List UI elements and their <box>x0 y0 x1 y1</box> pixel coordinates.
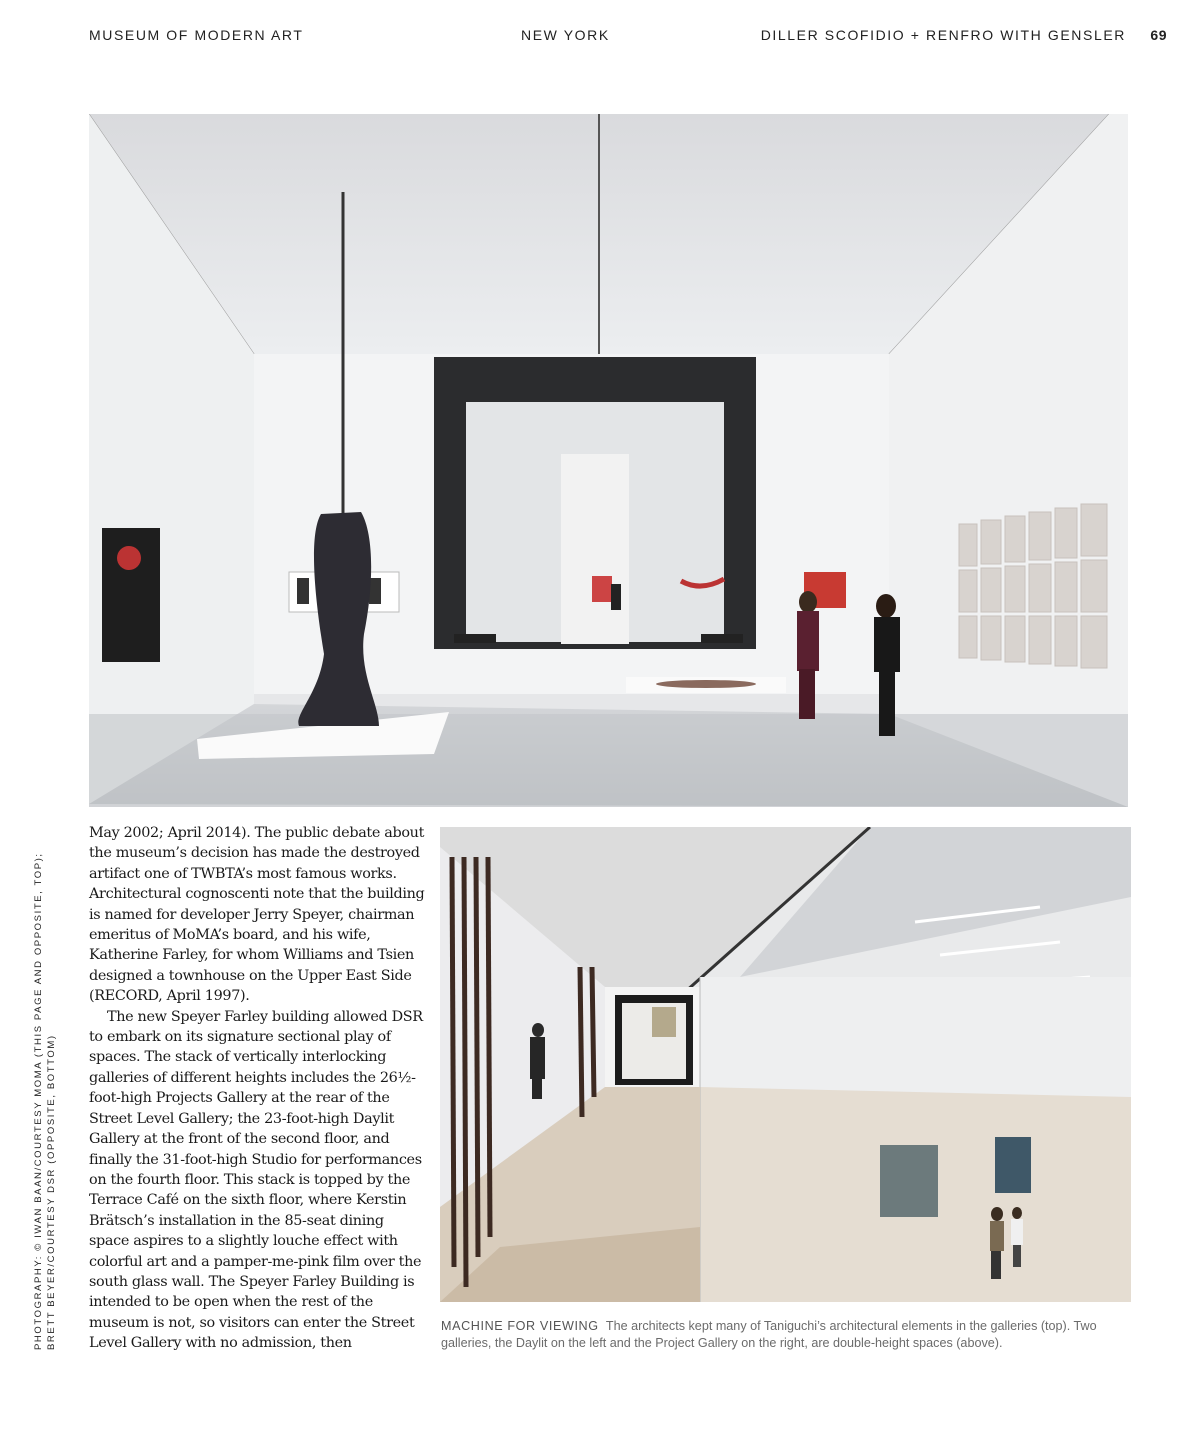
architects-credit: DILLER SCOFIDIO + RENFRO WITH GENSLER <box>760 27 1126 43</box>
gallery-photo-bottom <box>440 827 1131 1302</box>
running-header <box>89 27 1167 47</box>
photo-credit-line-2: BRETT BEYER/COURTESY DSR (OPPOSITE, BOTTOM) <box>46 1034 57 1350</box>
article-paragraph-1: May 2002; April 2014). The public debate about the museum’s decision has made the destroyed artifact one of TWBTA’s most famous works. Architectural cognoscenti note that the building is named for developer Jerry Speyer, chairman emeritus of MoMA’s board, and his wife, Katherine Farley, for whom Williams and Tsien designed a townhouse on the Upper East Side (RECORD, April 1997). <box>89 825 425 1005</box>
location: NEW YORK <box>521 27 610 43</box>
caption-title: MACHINE FOR VIEWING <box>441 1319 599 1333</box>
caption-text: The architects kept many of Taniguchi’s architectural elements in the galleries (top). Two galleries, the Daylit on the left and the Project Gallery on the right, are double-height spaces (above). <box>441 1319 1097 1350</box>
gallery-photo-top-image <box>89 114 1128 807</box>
article-body <box>89 823 425 1354</box>
photo-credit <box>32 850 58 1350</box>
gallery-photo-bottom-image <box>440 827 1131 1302</box>
page-number: 69 <box>1150 27 1167 43</box>
gallery-photo-top <box>89 114 1128 807</box>
publication-name: MUSEUM OF MODERN ART <box>89 27 304 43</box>
photo-caption <box>441 1318 1131 1352</box>
article-paragraph-2: The new Speyer Farley building allowed DSR to embark on its signature sectional play of spaces. The stack of vertically interlocking galleries of different heights includes the 26½-foot-high Projects Gallery at the rear of the Street Level Gallery; the 23-foot-high Daylit Gallery at the front of the second floor, and finally the 31-foot-high Studio for performances on the fourth floor. This stack is topped by the Terrace Café on the sixth floor, where Kerstin Brätsch’s installation in the 85-seat dining space aspires to a slightly louche effect with colorful art and a pamper-me-pink film over the south glass wall. The Speyer Farley Building is intended to be open when the rest of the museum is not, so visitors can enter the Street Level Gallery with no admission, then <box>89 1008 423 1352</box>
photo-credit-line-1: PHOTOGRAPHY: © IWAN BAAN/COURTESY MOMA (THIS PAGE AND OPPOSITE, TOP); <box>33 852 44 1350</box>
